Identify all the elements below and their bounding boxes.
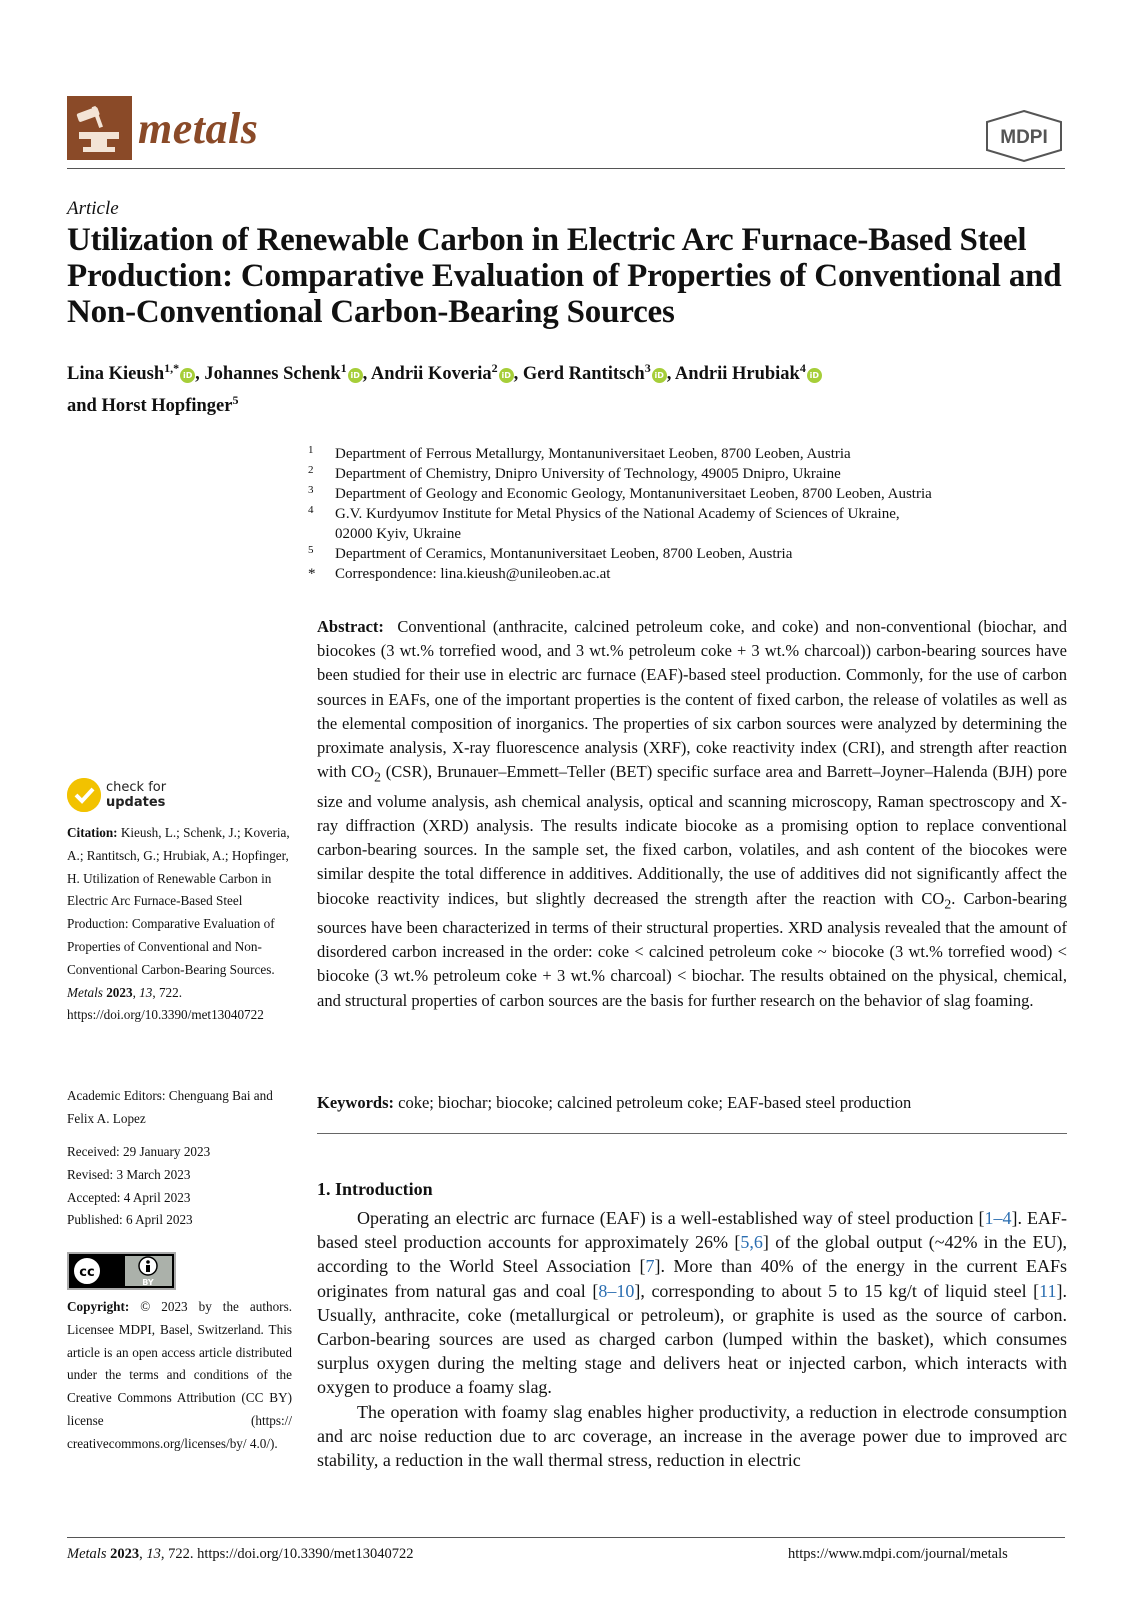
affiliation-sup: 1,* [164, 361, 180, 375]
author-name: , Gerd Rantitsch [513, 364, 645, 384]
footer-doi[interactable]: , 722. https://doi.org/10.3390/met13040722 [160, 1546, 414, 1562]
author-name: , Johannes Schenk [195, 364, 341, 384]
mdpi-logo[interactable] [985, 110, 1063, 162]
affiliation-text: 02000 Kyiv, Ukraine [335, 526, 462, 542]
footer-divider [67, 1537, 1065, 1538]
orcid-icon[interactable]: iD [807, 368, 822, 383]
correspondence-email[interactable]: Correspondence: lina.kieush@unileoben.ac.at [335, 566, 611, 582]
affiliation-number: 2 [308, 464, 314, 476]
affiliation-item [308, 524, 1068, 544]
check-updates-icon [67, 778, 101, 812]
affiliation-item [308, 504, 1068, 524]
publication-dates [67, 1141, 292, 1232]
copyright-text: © 2023 by the authors. Licensee MDPI, Basel, Switzerland. This article is an open access article distributed under the terms and conditions of the Creative Commons Attribution (CC BY) license (https:// creativecommons.org/licenses/by/ 4.0/). [67, 1299, 293, 1451]
received-date: Received: 29 January 2023 [67, 1144, 211, 1159]
accepted-date: Accepted: 4 April 2023 [67, 1189, 191, 1205]
affiliation-number: 1 [308, 444, 314, 456]
citation-label: Citation: [67, 825, 118, 840]
orcid-icon[interactable]: iD [348, 368, 363, 383]
text-run: ]. Usually, anthracite, coke (metallurgical or petroleum), or graphite is used as the source of carbon. Carbon-bearing sources are used as charged carbon (lumped within the basket), which consumes surplus oxygen during the melting stage and delivers heat or injected carbon, which interacts with oxygen to produce a foamy slag. [317, 1280, 1068, 1398]
orcid-icon[interactable]: iD [499, 368, 514, 383]
svg-text:cc: cc [79, 1265, 95, 1280]
header-divider [67, 168, 1065, 169]
affiliation-number: 3 [308, 484, 314, 496]
footer-year: 2023 [110, 1546, 140, 1562]
author-name: , Andrii Hrubiak [666, 364, 800, 384]
abstract-label: Abstract: [317, 617, 384, 636]
footer-journal-url[interactable]: https://www.mdpi.com/journal/metals [788, 1546, 1008, 1562]
orcid-icon[interactable]: iD [180, 368, 195, 383]
abstract [317, 615, 1067, 1013]
paper-title: Utilization of Renewable Carbon in Electric Arc Furnace-Based Steel Production: Comparative Evaluation of Properties of Conventional and Non-Conventional Carbon-Bearing Sources [67, 222, 1062, 330]
citation-block: Citation: Kieush, L.; Schenk, J.; Koveria, A.; Rantitsch, G.; Hrubiak, A.; Hopfinger, H. Utilization of Renewable Carbon in Electric Arc Furnace-Based Steel Production: Comparative Evaluation of Properties of Conventional and Non-Conventional Carbon-Bearing Sources. Metals 2023, 13, 722. https://doi.org/10.3390/met13040722 [67, 825, 290, 1023]
abstract-text: . Carbon-bearing sources have been characterized in terms of their structural properties. XRD analysis revealed that the amount of disordered carbon increased in the order: coke < calcined petroleum coke ~ biocoke (3 wt.% torrefied wood) < biocoke (3 wt.% petroleum coke + 3 wt.% charcoal) < biochar. The results obtained on the physical, chemical, and structural properties of carbon sources are the basis for further research on the behavior of slag foaming. [317, 888, 1067, 1010]
academic-editors: Academic Editors: Chenguang Bai and Felix A. Lopez [67, 1088, 273, 1126]
updates-line: check for [106, 780, 167, 795]
affiliation-number [308, 520, 335, 540]
affiliation-item [308, 544, 1068, 564]
affiliation-text: Department of Chemistry, Dnipro University of Technology, 49005 Dnipro, Ukraine [335, 466, 841, 482]
check-updates-label [106, 780, 166, 810]
abstract-divider [317, 1133, 1067, 1134]
keywords-text: coke; biochar; biocoke; calcined petroleum coke; EAF-based steel production [398, 1093, 912, 1112]
citation-year: 2023 [106, 984, 133, 1000]
reference-link[interactable]: 7 [645, 1256, 655, 1277]
subscript: 2 [944, 895, 952, 911]
reference-link[interactable]: 5,6 [740, 1232, 763, 1253]
footer-volume: 13 [146, 1546, 161, 1562]
journal-name: metals [138, 103, 259, 153]
keywords [317, 1091, 1067, 1115]
author-name: Lina Kieush [67, 364, 165, 384]
text-run: ]. More than 40% of the energy in the current EAFs originates from natural gas and coal [ [317, 1256, 1067, 1301]
journal-logo[interactable] [67, 96, 258, 160]
affiliation-number: * [308, 566, 316, 582]
section-heading: 1. Introduction [317, 1179, 433, 1199]
footer-citation: Metals 2023, 13, 722. https://doi.org/10.3390/met13040722 [67, 1546, 414, 1562]
affiliation-item [308, 464, 1068, 484]
affiliation-text: Department of Ferrous Metallurgy, Montanuniversitaet Leoben, 8700 Leoben, Austria [335, 446, 851, 462]
affiliation-sup: 3 [644, 361, 651, 375]
author-name: , Andrii Koveria [362, 364, 492, 384]
keywords-label: Keywords: [317, 1093, 394, 1112]
author-name: and Horst Hopfinger [67, 396, 233, 416]
author-list [67, 355, 1047, 419]
affiliation-text: Department of Ceramics, Montanuniversitaet Leoben, 8700 Leoben, Austria [335, 546, 793, 562]
abstract-text: (CSR), Brunauer–Emmett–Teller (BET) specific surface area and Barrett–Joyner–Halenda (BJH) pore size and volume analysis, ash chemical analysis, optical and scanning microscopy, Raman spectroscopy and X-ray diffraction (XRD) analysis. The results indicate biocoke as a promising option to replace conventional carbon-bearing sources. In the sample set, the fixed carbon, volatiles, and ash content of the biocokes were similar despite the total difference in additives. Additionally, the use of additives did not significantly affect the biocoke reactivity indices, but slightly decreased the strength after the reaction with CO [317, 762, 1068, 908]
affiliation-sup: 1 [340, 361, 347, 375]
reference-link[interactable]: 8–10 [598, 1280, 635, 1301]
affiliation-list [308, 444, 1068, 584]
updates-line: updates [106, 795, 166, 810]
copyright-label: Copyright: [67, 1299, 130, 1314]
check-for-updates-badge[interactable] [67, 778, 166, 812]
introduction-body [317, 1206, 1067, 1472]
affiliation-text: G.V. Kurdyumov Institute for Metal Physics of the National Academy of Sciences of Ukraine, [335, 506, 900, 522]
cc-by-label: BY [142, 1278, 154, 1287]
affiliation-number: 4 [308, 504, 314, 516]
reference-link[interactable]: 1–4 [984, 1208, 1012, 1228]
anvil-hammer-icon [67, 96, 132, 160]
affiliation-sup: 5 [232, 393, 239, 407]
citation-text: Kieush, L.; Schenk, J.; Koveria, A.; Rantitsch, G.; Hrubiak, A.; Hopfinger, H. Utilization of Renewable Carbon in Electric Arc Furnace-Based Steel Production: Comparative Evaluation of Properties of Conventional and Non-Conventional Carbon-Bearing Sources. [67, 825, 290, 977]
published-date: Published: 6 April 2023 [67, 1212, 193, 1228]
orcid-icon[interactable]: iD [652, 368, 667, 383]
paragraph [317, 1206, 1067, 1400]
text-run: ]. EAF-based steel production accounts for approximately 26% [ [317, 1208, 1067, 1253]
citation-journal: Metals [67, 984, 103, 1000]
copyright-block [67, 1296, 292, 1456]
affiliation-sup: 4 [799, 361, 806, 375]
publisher-name: MDPI [1000, 127, 1048, 148]
affiliation-text: Department of Geology and Economic Geology, Montanuniversitaet Leoben, 8700 Leoben, Austria [335, 486, 932, 502]
text-run: ], corresponding to about 5 to 15 kg/t of liquid steel [ [634, 1280, 1040, 1301]
affiliation-item [308, 444, 1068, 464]
text-run: Operating an electric arc furnace (EAF) is a well-established way of steel production [ [357, 1208, 985, 1228]
citation-volume: 13 [139, 984, 153, 1000]
revised-date: Revised: 3 March 2023 [67, 1166, 191, 1182]
paragraph: The operation with foamy slag enables higher productivity, a reduction in electrode consumption and arc noise reduction due to arc coverage, an increase in the average power due to improved arc stability, a reduction in the wall thermal stress, reduction in electric [317, 1401, 1067, 1471]
affiliation-sup: 2 [491, 361, 498, 375]
footer-journal: Metals [67, 1546, 107, 1562]
cc-by-license-badge[interactable] [67, 1252, 176, 1290]
affiliation-item [308, 484, 1068, 504]
article-type: Article [67, 198, 119, 219]
citation-doi[interactable]: , 722. https://doi.org/10.3390/met13040722 [67, 984, 264, 1023]
subscript: 2 [374, 769, 381, 785]
text-run: ] of the global output (~42% in the EU), according to the World Steel Association [ [317, 1232, 1067, 1277]
affiliation-number: 5 [308, 544, 314, 556]
reference-link[interactable]: 11 [1039, 1280, 1057, 1301]
abstract-text: Conventional (anthracite, calcined petroleum coke, and coke) and non-conventional (biochar, and biocokes (3 wt.% torrefied wood, and 3 wt.% petroleum coke + 3 wt.% charcoal)) carbon-bearing sources have been studied for their use in electric arc furnace (EAF)-based steel production. Commonly, for the use of carbon sources in EAFs, one of the important properties is the content of fixed carbon, the release of volatiles as well as the elemental composition of inorganics. The properties of six carbon sources were analyzed by determining the proximate analysis, X-ray fluorescence analysis (XRF), coke reactivity index (CRI), and strength after reaction with CO [317, 617, 1068, 782]
correspondence-item [308, 564, 1068, 584]
